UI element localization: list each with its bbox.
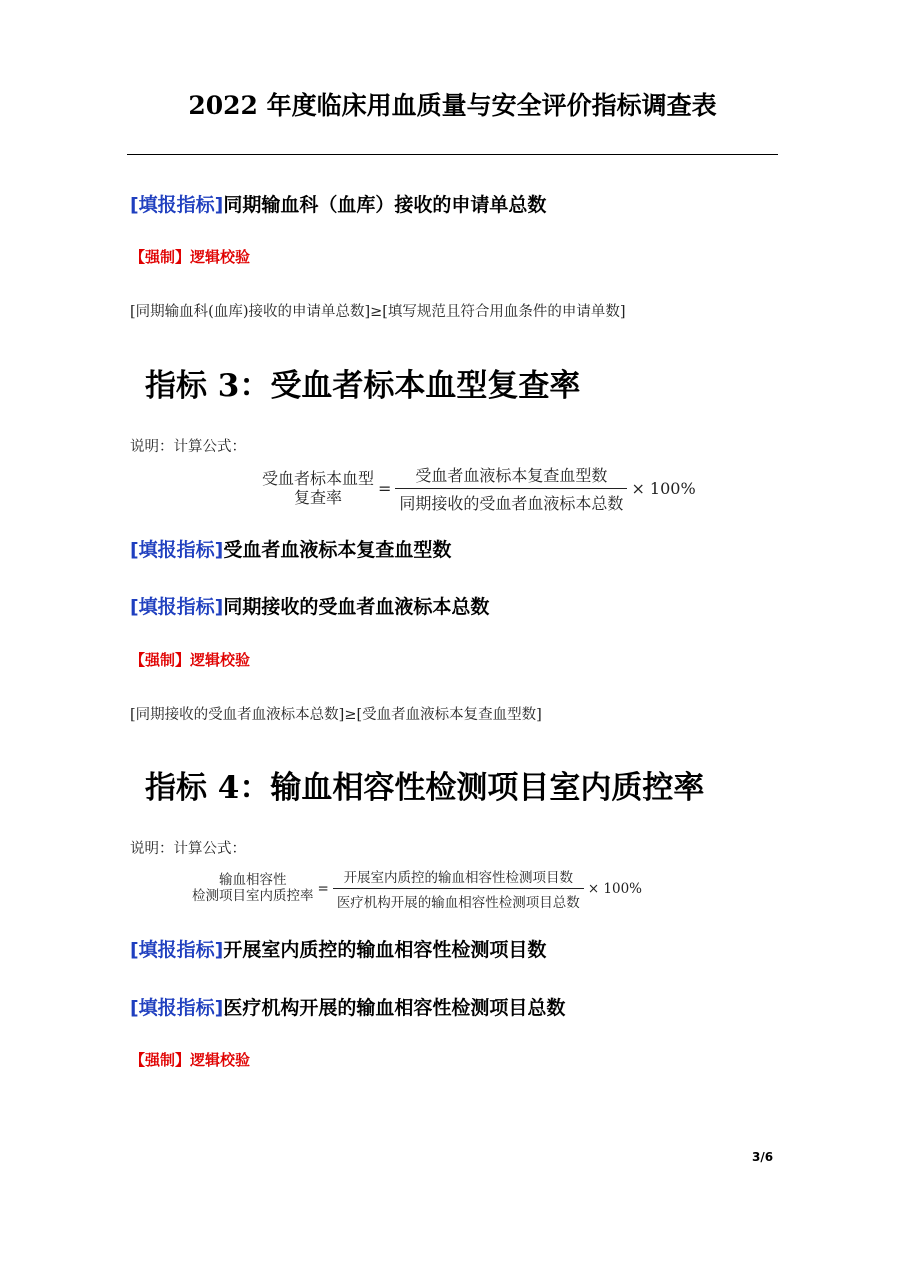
formula-equals: = — [317, 880, 329, 897]
formula-numerator: 开展室内质控的输血相容性检测项目数 — [343, 870, 574, 886]
formula-lhs-line2: 复查率 — [294, 487, 343, 507]
fill-item-text: 同期接收的受血者血液标本总数 — [223, 596, 490, 618]
formula-note: 说明：计算公式： — [130, 841, 246, 857]
fill-item-text: 开展室内质控的输血相容性检测项目数 — [223, 939, 547, 961]
fill-item-sample-total — [130, 592, 489, 619]
formula-multiplier: × 100% — [587, 880, 643, 897]
fill-tag: [填报指标] — [130, 194, 224, 216]
logic-check-label: 【强制】逻辑校验 — [130, 651, 251, 669]
formula-numerator: 受血者血液标本复查血型数 — [415, 466, 608, 485]
fill-item-recheck-count — [130, 535, 451, 562]
fill-item-qc-count — [130, 935, 546, 962]
formula-indicator-4 — [192, 866, 642, 911]
formula-lhs-line1: 受血者标本血型 — [262, 469, 375, 489]
formula-note: 说明：计算公式： — [130, 439, 246, 455]
fill-item-text: 受血者血液标本复查血型数 — [223, 539, 452, 561]
formula-multiplier: × 100% — [631, 479, 696, 498]
indicator-3-heading: 指标 3：受血者标本血型复查率 — [145, 368, 581, 404]
fill-item-text: 医疗机构开展的输血相容性检测项目总数 — [223, 997, 566, 1019]
formula-lhs-line2: 检测项目室内质控率 — [192, 887, 314, 904]
logic-rule: [同期输血科(血库)接收的申请单总数]≥[填写规范且符合用血条件的申请单数] — [130, 304, 626, 320]
formula-denominator: 医疗机构开展的输血相容性检测项目总数 — [333, 888, 584, 911]
logic-check-label: 【强制】逻辑校验 — [130, 248, 251, 266]
logic-check-label: 【强制】逻辑校验 — [130, 1051, 251, 1069]
logic-rule: [同期接收的受血者血液标本总数]≥[受血者血液标本复查血型数] — [130, 707, 542, 723]
formula-indicator-3 — [262, 463, 696, 514]
fill-tag: [填报指标] — [130, 939, 224, 961]
fill-tag: [填报指标] — [130, 539, 224, 561]
fill-item-text: 同期输血科（血库）接收的申请单总数 — [223, 194, 547, 216]
document-title: 2022 年度临床用血质量与安全评价指标调查表 — [188, 91, 717, 120]
formula-lhs — [262, 470, 374, 507]
title-divider — [127, 154, 778, 155]
page-number: 3/6 — [752, 1150, 774, 1164]
fill-tag: [填报指标] — [130, 596, 224, 618]
fill-tag: [填报指标] — [130, 997, 224, 1019]
fill-item-request-total — [130, 190, 546, 217]
fill-item-project-total — [130, 993, 565, 1020]
formula-fraction — [395, 463, 627, 514]
formula-denominator: 同期接收的受血者血液标本总数 — [395, 488, 627, 514]
formula-lhs — [192, 873, 314, 904]
formula-equals: = — [378, 479, 392, 498]
formula-fraction — [333, 866, 584, 911]
formula-lhs-line1: 输血相容性 — [219, 871, 287, 888]
indicator-4-heading: 指标 4：输血相容性检测项目室内质控率 — [145, 770, 705, 806]
